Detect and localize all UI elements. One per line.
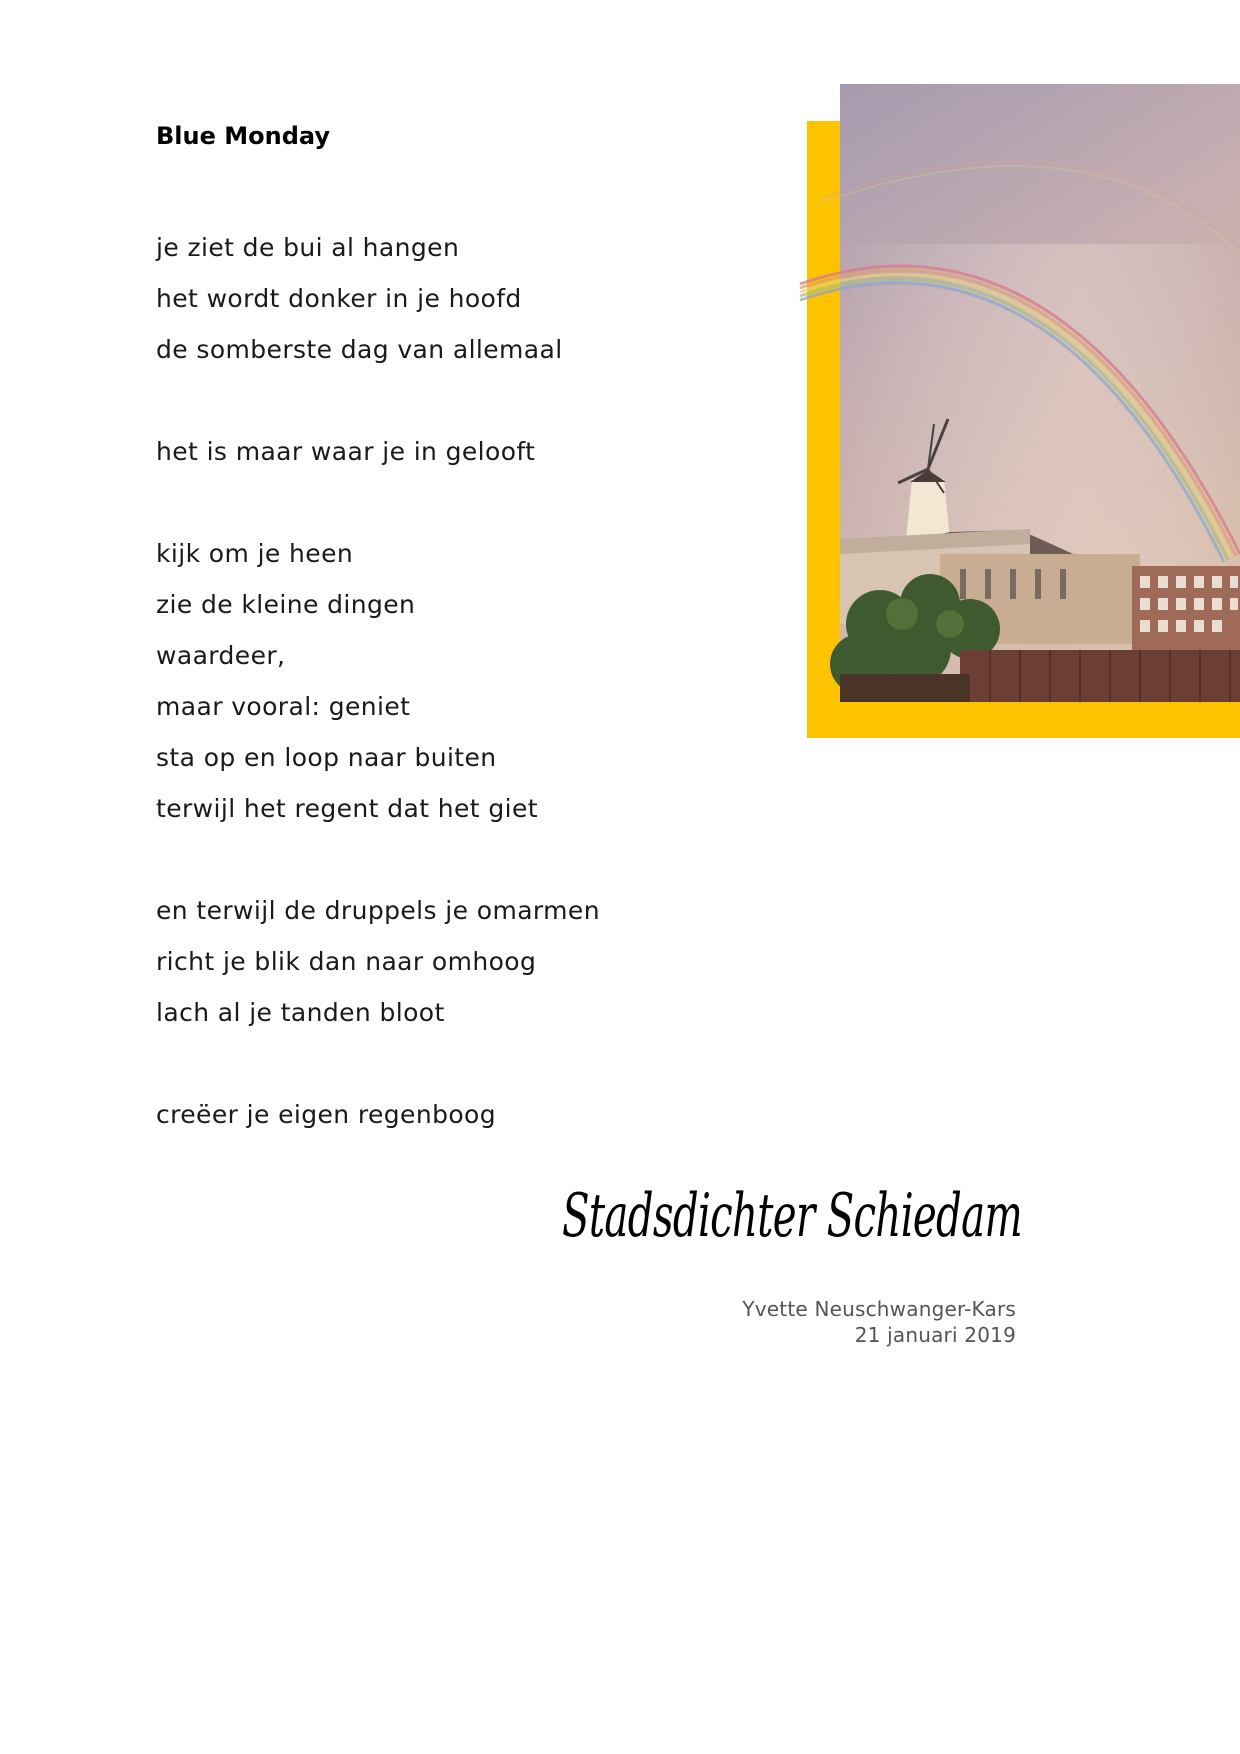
stanza-1 bbox=[156, 222, 600, 375]
credit-block bbox=[742, 1296, 1016, 1348]
photo-frame bbox=[807, 84, 1240, 738]
poem-title: Blue Monday bbox=[156, 122, 330, 150]
author-name: Yvette Neuschwanger-Kars bbox=[742, 1297, 1016, 1321]
poem-line: creëer je eigen regenboog bbox=[156, 1100, 497, 1129]
poem-line: de somberste dag van allemaal bbox=[156, 335, 563, 364]
poem-line: het wordt donker in je hoofd bbox=[156, 284, 522, 313]
logo-text: Stadsdichter Schiedam bbox=[562, 1181, 1022, 1251]
poem-date: 21 januari 2019 bbox=[854, 1323, 1016, 1347]
poem-line: sta op en loop naar buiten bbox=[156, 743, 497, 772]
poem-line: kijk om je heen bbox=[156, 539, 354, 568]
poem-line: zie de kleine dingen bbox=[156, 590, 416, 619]
stanza-5 bbox=[156, 1089, 600, 1140]
poem-body bbox=[156, 222, 600, 1191]
poem-line: maar vooral: geniet bbox=[156, 692, 411, 721]
rainbow-windmill-photo bbox=[840, 84, 1240, 702]
poem-line: en terwijl de druppels je omarmen bbox=[156, 896, 600, 925]
stanza-2 bbox=[156, 426, 600, 477]
stadsdichter-schiedam-logo bbox=[558, 1170, 1033, 1260]
poem-line: het is maar waar je in gelooft bbox=[156, 437, 536, 466]
poem-line: waardeer, bbox=[156, 641, 286, 670]
poem-line: je ziet de bui al hangen bbox=[156, 233, 460, 262]
stanza-4 bbox=[156, 885, 600, 1038]
stanza-3 bbox=[156, 528, 600, 834]
poem-line: terwijl het regent dat het giet bbox=[156, 794, 538, 823]
poem-line: richt je blik dan naar omhoog bbox=[156, 947, 537, 976]
poem-line: lach al je tanden bloot bbox=[156, 998, 445, 1027]
